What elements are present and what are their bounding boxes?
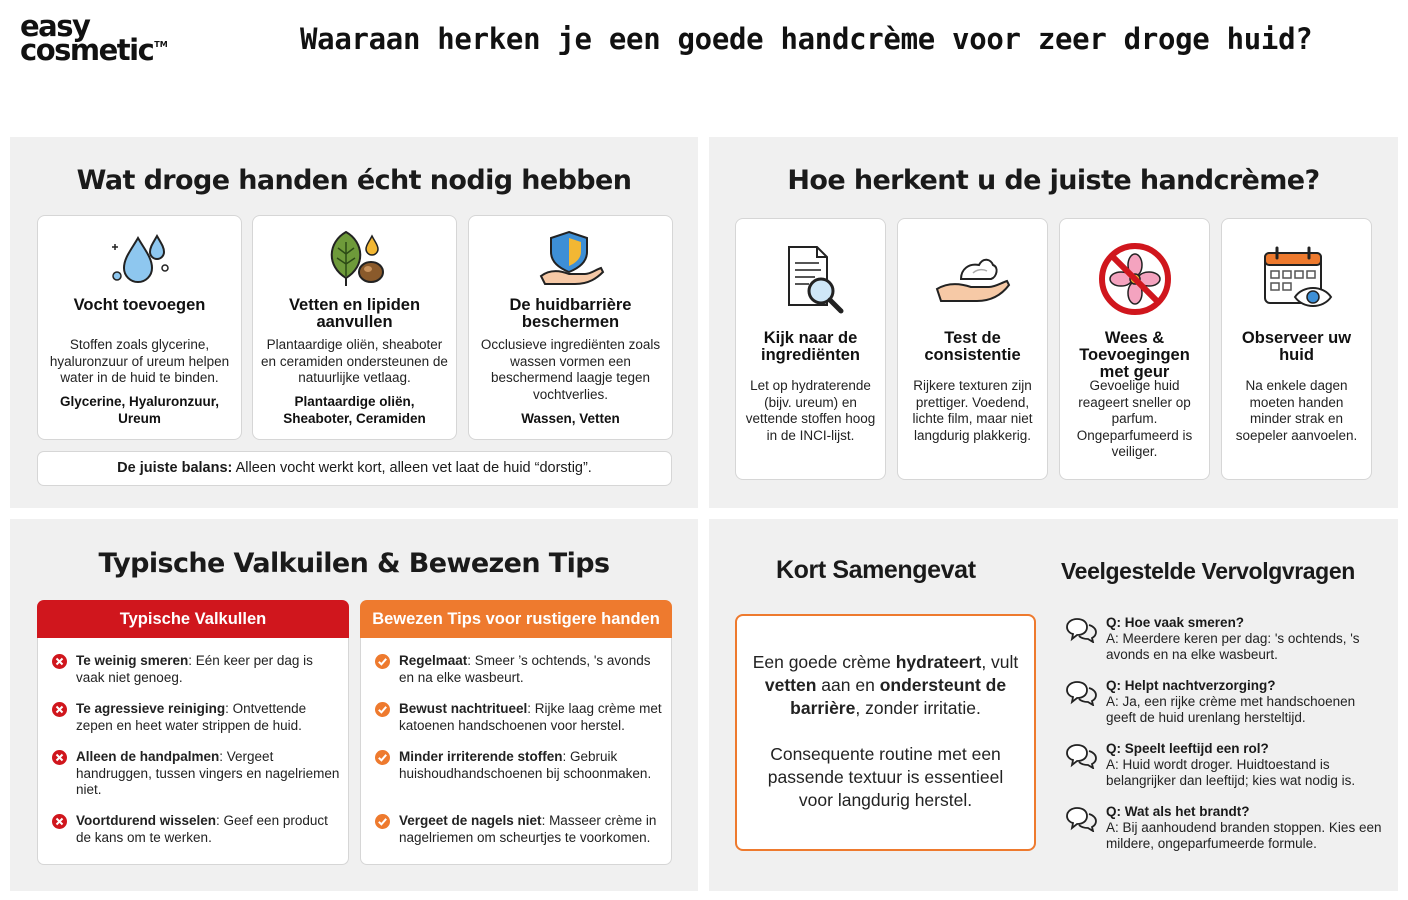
faq-answer: A: Huid wordt droger. Huidtoestand is belangrijker dan leeftijd; kies wat nodig is. bbox=[1106, 757, 1356, 788]
pitfall-item: Voortdurend wisselen: Geef een product de kans om te werken. bbox=[52, 813, 340, 846]
brand-line-1: easy bbox=[20, 9, 90, 43]
need-card-moisture bbox=[37, 215, 242, 440]
faq-answer: A: Bij aanhoudend branden stoppen. Kies een mildere, ongeparfumeerde formule. bbox=[1106, 820, 1382, 851]
recognize-card-title: Kijk naar de ingrediënten bbox=[760, 329, 860, 364]
chat-bubbles-icon bbox=[1064, 743, 1098, 769]
need-key-ingredients: Plantaardige oliën, Sheaboter, Ceramiden bbox=[283, 394, 426, 426]
error-x-icon bbox=[52, 654, 67, 669]
need-card-barrier bbox=[468, 215, 673, 440]
calendar-eye-icon bbox=[1259, 245, 1335, 311]
tip-item: Regelmaat: Smeer ’s ochtends, 's avonds en na elke wasbeurt. bbox=[375, 653, 663, 686]
recognize-card-ingredients bbox=[735, 218, 886, 480]
brand-line-2: cosmetic bbox=[20, 33, 154, 67]
chat-bubbles-icon bbox=[1064, 617, 1098, 643]
faq-answer: A: Ja, een rijke crème met handschoenen geeft de huid urenlang hersteltijd. bbox=[1106, 694, 1356, 725]
pitfall-item: Alleen de handpalmen: Vergeet handruggen, tussen vingers en nagelriemen niet. bbox=[52, 749, 340, 799]
pitfall-item: Te weinig smeren: Eén keer per dag is vaak niet genoeg. bbox=[52, 653, 340, 686]
recognize-card-title: Test de consistentie bbox=[924, 329, 1021, 364]
faq-answer: A: Meerdere keren per dag: 's ochtends, 's avonds en na elke wasbeurt. bbox=[1106, 631, 1360, 662]
balance-label: De juiste balans: bbox=[117, 460, 233, 476]
faq-question: Q: Speelt leeftijd een rol? bbox=[1106, 741, 1269, 756]
need-key-ingredients: Glycerine, Hyaluronzuur, Ureum bbox=[59, 394, 220, 426]
summary-paragraph-1: Een goede crème hydrateert, vult vetten aan en ondersteunt de barrière, zonder irritatie. bbox=[752, 652, 1019, 718]
page-title: Waaraan herken je een goede handcrème voor zeer droge huid? bbox=[300, 22, 1313, 56]
recognize-card-title: Observeer uw huid bbox=[1241, 329, 1352, 364]
recognize-card-desc: Gevoelige huid reageert sneller op parfum. Ongeparfumeerd is veiliger. bbox=[1076, 378, 1193, 459]
leaf-nut-icon bbox=[320, 228, 390, 288]
recognize-card-desc: Let op hydraterende (bijv. ureum) en vettende stoffen hoog in de INCI-lijst. bbox=[745, 378, 876, 443]
need-title: De huidbarrière beschermen bbox=[509, 296, 632, 331]
recognize-title: Hoe herkent u de juiste handcrème? bbox=[787, 165, 1320, 196]
check-icon bbox=[375, 814, 390, 829]
recognize-card-title: Wees & Toevoegingen met geur bbox=[1079, 329, 1190, 381]
tip-item: Bewust nachtritueel: Rijke laag crème met katoenen handschoenen voor herstel. bbox=[375, 701, 663, 734]
shield-hand-icon bbox=[535, 228, 607, 288]
balance-text: Alleen vocht werkt kort, alleen vet laat de huid “dorstig”. bbox=[232, 460, 592, 476]
cream-hand-icon bbox=[933, 247, 1013, 311]
tip-item: Minder irriterende stoffen: Gebruik huishoudhandschoenen bij schoonmaken. bbox=[375, 749, 663, 782]
need-desc: Plantaardige oliën, sheaboter en ceramiden ondersteunen de natuurlijke vetlaag. bbox=[261, 337, 448, 385]
summary-title: Kort Samengevat bbox=[776, 556, 976, 584]
no-fragrance-icon bbox=[1097, 241, 1173, 317]
chat-bubbles-icon bbox=[1064, 806, 1098, 832]
pitfalls-list bbox=[37, 638, 349, 865]
document-search-icon bbox=[775, 243, 847, 317]
error-x-icon bbox=[52, 702, 67, 717]
error-x-icon bbox=[52, 750, 67, 765]
recognize-panel bbox=[709, 137, 1398, 508]
need-desc: Occlusieve ingrediënten zoals wassen vormen een beschermend laagje tegen vochtverlies. bbox=[480, 337, 661, 402]
faq-question: Q: Wat als het brandt? bbox=[1106, 804, 1250, 819]
balance-note bbox=[37, 451, 672, 486]
faq-item bbox=[1064, 678, 1384, 726]
recognize-card-fragrance bbox=[1059, 218, 1210, 480]
check-icon bbox=[375, 750, 390, 765]
pitfalls-title: Typische Valkuilen & Bewezen Tips bbox=[98, 548, 610, 579]
faq-question: Q: Helpt nachtverzorging? bbox=[1106, 678, 1276, 693]
summary-panel bbox=[709, 519, 1398, 891]
check-icon bbox=[375, 654, 390, 669]
check-icon bbox=[375, 702, 390, 717]
summary-paragraph-2: Consequente routine met een passende textuur is essentieel voor langdurig herstel. bbox=[767, 744, 1004, 810]
pitfalls-panel bbox=[10, 519, 698, 891]
chat-bubbles-icon bbox=[1064, 680, 1098, 706]
tips-header: Bewezen Tips voor rustigere handen bbox=[360, 600, 672, 638]
recognize-card-observe bbox=[1221, 218, 1372, 480]
recognize-card-desc: Rijkere texturen zijn prettiger. Voedend, lichte film, maar niet langdurig plakkerig. bbox=[912, 378, 1033, 443]
tips-list bbox=[360, 638, 672, 865]
need-desc: Stoffen zoals glycerine, hyaluronzuur of ureum helpen water in de huid te binden. bbox=[49, 337, 230, 385]
brand-trademark: TM bbox=[154, 40, 168, 49]
pitfalls-header: Typische Valkullen bbox=[37, 600, 349, 638]
brand-logo bbox=[20, 9, 190, 74]
need-title: Vetten en lipiden aanvullen bbox=[288, 296, 421, 331]
tip-item: Vergeet de nagels niet: Masseer crème in nagelriemen om scheurtjes te voorkomen. bbox=[375, 813, 663, 846]
error-x-icon bbox=[52, 814, 67, 829]
faq-item bbox=[1064, 804, 1384, 852]
need-card-lipids bbox=[252, 215, 457, 440]
faq-item bbox=[1064, 615, 1384, 663]
recognize-card-desc: Na enkele dagen moeten handen minder strak en soepeler aanvoelen. bbox=[1235, 378, 1358, 443]
faq-item bbox=[1064, 741, 1384, 789]
summary-box bbox=[735, 614, 1036, 851]
needs-panel bbox=[10, 137, 698, 508]
water-drops-icon bbox=[105, 230, 175, 288]
recognize-card-consistency bbox=[897, 218, 1048, 480]
pitfall-item: Te agressieve reiniging: Ontvettende zepen en heet water strippen de huid. bbox=[52, 701, 340, 734]
need-title: Vocht toevoegen bbox=[73, 296, 206, 314]
needs-title: Wat droge handen écht nodig hebben bbox=[76, 165, 632, 196]
need-key-ingredients: Wassen, Vetten bbox=[521, 411, 620, 426]
faq-title: Veelgestelde Vervolgvragen bbox=[1061, 558, 1355, 584]
faq-question: Q: Hoe vaak smeren? bbox=[1106, 615, 1245, 630]
